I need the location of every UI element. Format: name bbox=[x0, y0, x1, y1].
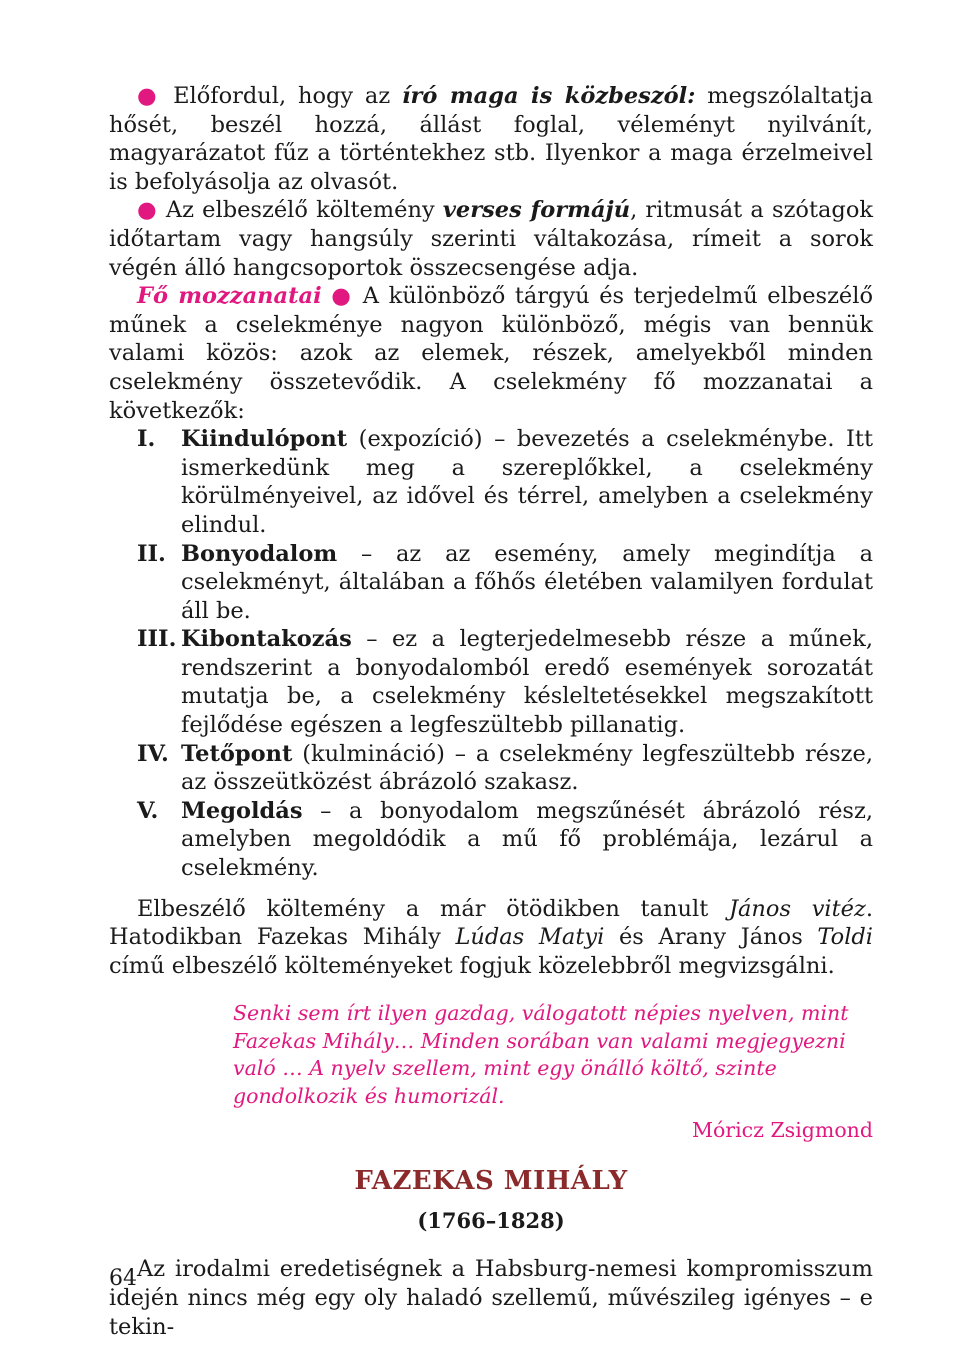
bullet-icon: ● bbox=[137, 197, 158, 224]
bullet-icon: ● bbox=[137, 83, 162, 109]
paragraph-verse-form: ● Az elbeszélő költemény verses formájú, ritmusát a szótagok időtartam vagy hangsúly szerinti váltakozása, rímeit a sorok végén álló hangcsoportok összecsengése adja. bbox=[109, 197, 874, 281]
page-body bbox=[109, 82, 873, 1341]
list-item: II. Bonyodalom – az az esemény, amely megindítja a cselekményt, általában a főhős életében valamilyen fordulat áll be. bbox=[137, 540, 873, 624]
section-title: FAZEKAS MIHÁLY bbox=[354, 1166, 628, 1197]
term-verses-formaju: verses formájú bbox=[442, 197, 631, 224]
bullet-icon: ● bbox=[331, 283, 354, 310]
quote-block bbox=[233, 1000, 873, 1110]
list-item: III. Kibontakozás – ez a legterjedelmesebb része a műnek, rendszerint a bonyodalomból eredő események sorozatát mutatja be, a cselekmény késleltetésekkel megszakított fejlődése egészen a legfeszültebb pillanatig. bbox=[137, 626, 873, 739]
paragraph-fazekas-intro: Az irodalmi eredetiségnek a Habsburg-nemesi kompromisszum idején nincs még egy oly haladó szellemű, művészileg igényes – e tekin- bbox=[109, 1256, 873, 1340]
list-item: IV. Tetőpont (kulmináció) – a cselekmény legfeszültebb része, az összeütközést ábrázoló szakasz. bbox=[137, 740, 873, 796]
term-iro-kozbeszol: író maga is közbeszól: bbox=[401, 83, 696, 109]
term-fo-mozzanatai: Fő mozzanatai bbox=[137, 283, 322, 310]
page-number: 64 bbox=[109, 1266, 137, 1291]
section-years: (1766–1828) bbox=[417, 1208, 565, 1234]
paragraph-author-intervention: ● Előfordul, hogy az író maga is közbeszól: megszólaltatja hősét, beszél hozzá, állást foglal, véleményt nyilvánít, magyarázatot fűz a történtekhez stb. Ilyenkor a maga érzelmeivel is befolyásolja az olvasót. bbox=[109, 83, 873, 195]
list-item: I. Kiindulópont (expozíció) – bevezetés a cselekménybe. Itt ismerkedünk meg a szereplőkkel, a cselekmény körülményeivel, az idővel és térrel, amelyben a cselekmény elindul. bbox=[137, 426, 873, 538]
list-item: V. Megoldás – a bonyodalom megszűnését ábrázoló rész, amelyben megoldódik a mű fő problémája, lezárul a cselekmény. bbox=[137, 797, 873, 882]
paragraph-main-moments: Fő mozzanatai ● A különböző tárgyú és terjedelmű elbeszélő műnek a cselekménye nagyon különböző, mégis van bennük valami közös: azok az elemek, részek, amelyekből minden cselekmény összetevődik. A cselekmény fő mozzanatai a következők: bbox=[109, 283, 873, 424]
paragraph-examples: Elbeszélő költemény a már ötödikben tanult János vitéz. Hatodikban Fazekas Mihály Lúdas Matyi és Arany János Toldi című elbeszélő költeményeket fogjuk közelebbről megvizsgálni. bbox=[109, 895, 874, 979]
plot-stages-list bbox=[109, 425, 873, 883]
quote-author: Móricz Zsigmond bbox=[691, 1118, 873, 1143]
quote-text: Senki sem írt ilyen gazdag, válogatott népies nyelven, mint Fazekas Mihály… Minden sorában van valami megjegyezni való … A nyelv szellem, mint egy önálló költő, szinte gondolkozik és humorizál. bbox=[233, 1001, 849, 1108]
